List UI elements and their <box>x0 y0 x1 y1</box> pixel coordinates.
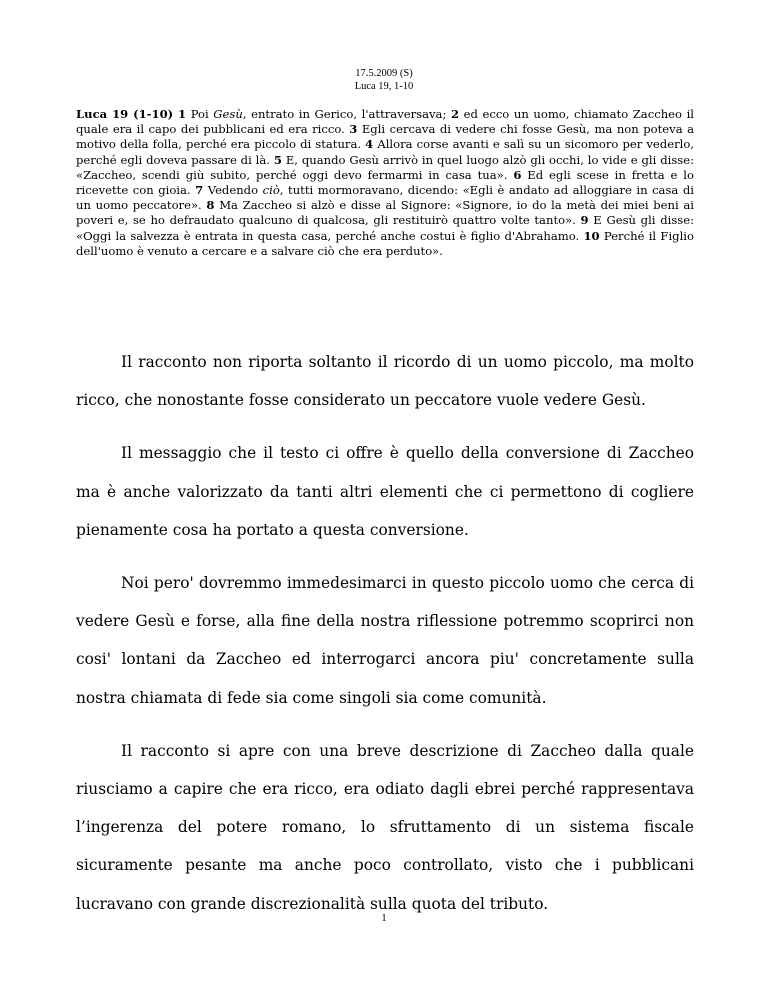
quote-text: Egli cercava di vedere chi fosse Gesù, ma non poteva a motivo della folla, perché era piccolo di statura. <box>76 122 695 152</box>
verse-number: 3 <box>349 122 358 137</box>
header-date: 17.5.2009 (S) <box>355 68 413 79</box>
quote-text: Vedendo <box>203 183 263 198</box>
verse-number: 7 <box>195 183 204 198</box>
paragraph: Noi pero' dovremmo immedesimarci in questo piccolo uomo che cerca di vedere Gesù e forse, alla fine della nostra riflessione potremmo scoprirci non cosi' lontani da Zaccheo ed interrogarci ancora piu' concretamente sulla nostra chiamata di fede sia come singoli sia come comunità. <box>76 574 694 707</box>
verse-number: 1 <box>173 107 187 121</box>
quote-text: , tutti mormoravano, dicendo: «Egli è andato ad alloggiare in casa di un uomo peccatore». <box>76 183 694 213</box>
quote-text: Ma Zaccheo si alzò e disse al Signore: «Signore, io do la metà dei miei beni ai poveri e, se ho defraudato qualcuno di qualcosa, gli restituirò quattro volte tanto». <box>76 198 694 228</box>
quote-text: E, quando Gesù arrivò in quel luogo alzò gli occhi, lo vide e gli disse: «Zaccheo, scendi giù subito, perché oggi devo fermarmi in casa tua». <box>76 152 694 182</box>
paragraph: Il messaggio che il testo ci offre è quello della conversione di Zaccheo ma è anche valorizzato da tanti altri elementi che ci permettono di cogliere pienamente cosa ha portato a questa conversione. <box>76 444 694 539</box>
paragraph: Il racconto si apre con una breve descrizione di Zaccheo dalla quale riusciamo a capire che era ricco, era odiato dagli ebrei perché rappresentava l’ingerenza del potere romano, lo sfruttamento di un sistema fiscale sicuramente pesante ma anche poco controllato, visto che i pubblicani lucravano con grande discrezionalità sulla quota del tributo. <box>76 741 694 913</box>
verse-number: 9 <box>580 213 589 228</box>
quote-text: ed ecco un uomo, chiamato Zaccheo il quale era il capo dei pubblicani ed era ricco. <box>76 107 694 137</box>
verse-number: 8 <box>206 198 215 213</box>
verse-number: 4 <box>365 137 374 152</box>
commentary-body <box>76 343 694 938</box>
quote-text: E Gesù gli disse: «Oggi la salvezza è entrata in questa casa, perché anche costui è figlio d'Abrahamo. <box>76 213 694 243</box>
verse-number: 2 <box>450 107 460 121</box>
quote-text: Ed egli scese in fretta e lo ricevette con gioia. <box>76 167 694 198</box>
verse-number: 5 <box>273 152 282 167</box>
quote-label: Luca 19 (1-10) <box>76 107 174 121</box>
page-header <box>0 67 768 93</box>
paragraph: Il racconto non riporta soltanto il ricordo di un uomo piccolo, ma molto ricco, che nonostante fosse considerato un peccatore vuole vedere Gesù. <box>76 353 694 410</box>
scripture-quote <box>76 107 694 259</box>
quote-body <box>76 107 694 258</box>
verse-number: 6 <box>513 167 522 182</box>
italic-text: ciò <box>262 183 280 198</box>
italic-text: Gesù <box>213 107 243 121</box>
page-number: 1 <box>381 913 387 924</box>
quote-text: Poi <box>186 107 214 121</box>
quote-text: Allora corse avanti e salì su un sicomoro per vederlo, perché egli doveva passare di là. <box>76 137 694 167</box>
header-reference: Luca 19, 1-10 <box>354 81 414 92</box>
quote-text: , entrato in Gerico, l'attraversava; <box>242 107 451 121</box>
verse-number: 10 <box>583 228 600 243</box>
quote-text: Perché il Figlio dell'uomo è venuto a cercare e a salvare ciò che era perduto». <box>76 228 694 258</box>
